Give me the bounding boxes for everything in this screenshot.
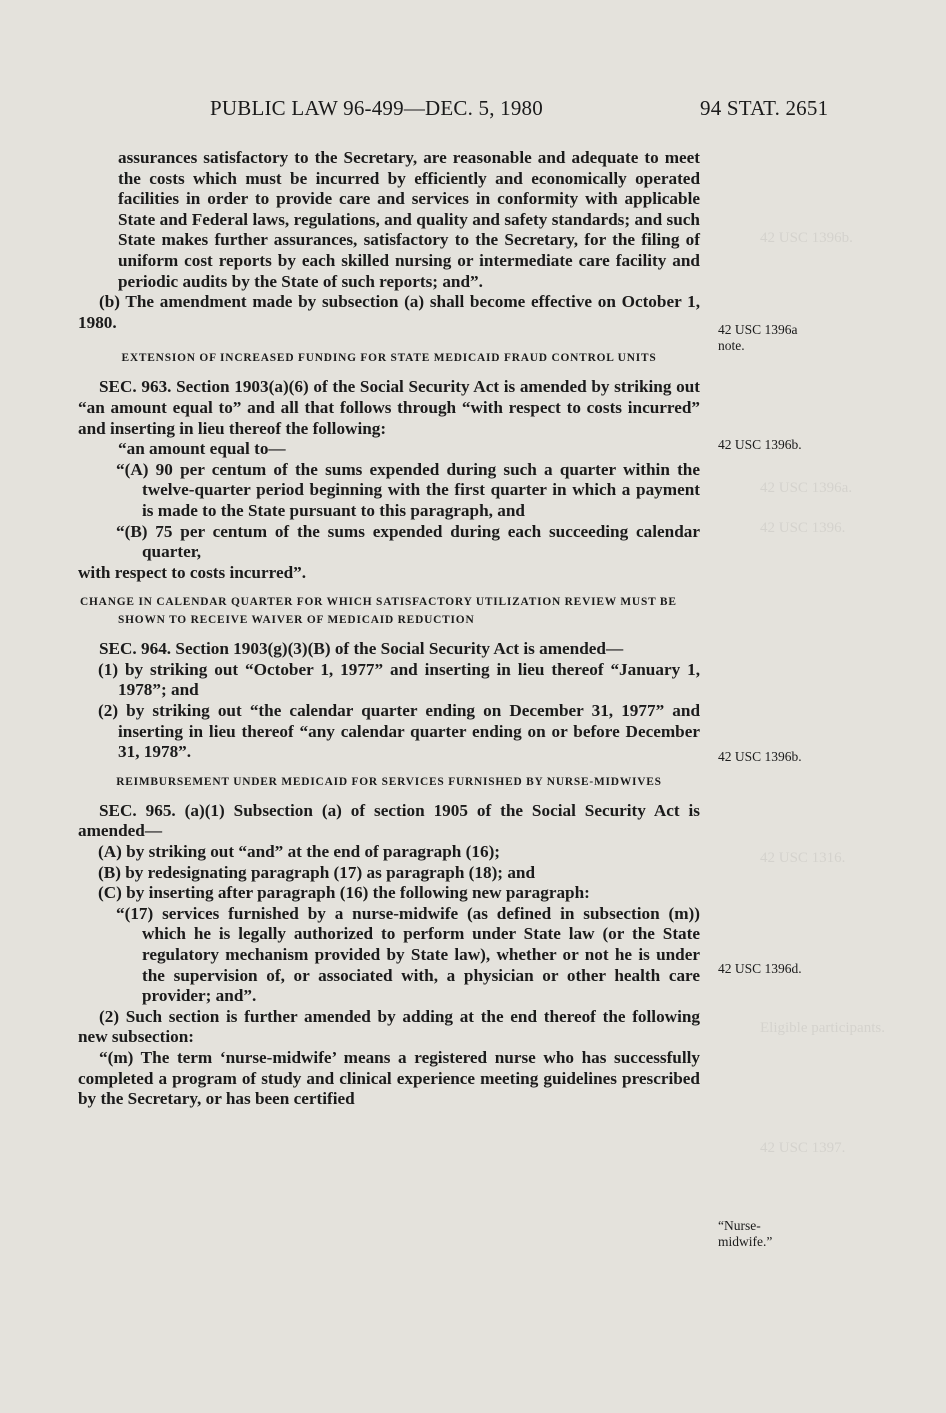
paragraph-assurances: assurances satisfactory to the Secretary, are reasonable and adequate to meet the costs which must be incurred by efficiently and economically operated facilities in order to provide care and services in conformity with applicable State and Federal laws, regulations, and quality and safety standards; and such State makes further assurances, satisfactory to the Secretary, for the filing of uniform cost reports by each skilled nursing or intermediate care facility and periodic audits by the State of such reports; and”. [118, 148, 700, 291]
margin-note-1396b-964: 42 USC 1396b. [718, 749, 802, 764]
paragraph-amount-equal: “an amount equal to— [118, 439, 286, 459]
margin-note-1396d: 42 USC 1396d. [718, 961, 802, 976]
paragraph-costs-incurred: with respect to costs incurred”. [78, 562, 307, 582]
section-heading-nurse-midwives: REIMBURSEMENT UNDER MEDICAID FOR SERVICES FURNISHED BY NURSE-MIDWIVES [116, 775, 662, 788]
paragraph-clause-a: “(A) 90 per centum of the sums expended during such a quarter within the twelve-quarter period beginning with the first quarter in which a payment is made to the State pursuant to this paragraph, and [116, 459, 700, 520]
statute-page-number: 94 STAT. 2651 [700, 96, 829, 120]
paragraph-item-a: (A) by striking out “and” at the end of paragraph (16); [98, 842, 501, 862]
paragraph-effective-date: (b) The amendment made by subsection (a) shall become effective on October 1, 1980. [78, 292, 700, 332]
paragraph-item-1: (1) by striking out “October 1, 1977” and inserting in lieu thereof “January 1, 1978”; and [98, 659, 700, 700]
margin-note-1396a: 42 USC 1396a note. [718, 322, 798, 353]
paragraph-clause-b: “(B) 75 per centum of the sums expended during each succeeding calendar quarter, [116, 521, 700, 562]
paragraph-nurse-midwife-definition: “(m) The term ‘nurse-midwife’ means a registered nurse who has successfully completed a program of study and clinical experience meeting guidelines prescribed by the Secretary, or has been certified [78, 1047, 700, 1109]
public-law-citation: PUBLIC LAW 96-499—DEC. 5, 1980 [210, 96, 543, 120]
paragraph-sec-965: SEC. 965. (a)(1) Subsection (a) of section 1905 of the Social Security Act is amended— [78, 800, 700, 841]
paragraph-item-2: (2) by striking out “the calendar quarter ending on December 31, 1977” and inserting in lieu thereof “any calendar quarter ending on or before December 31, 1978”. [98, 701, 700, 762]
margin-note-nurse-midwife: “Nurse-midwife.” [718, 1218, 773, 1249]
paragraph-sec-964: SEC. 964. Section 1903(g)(3)(B) of the Social Security Act is amended— [99, 639, 624, 659]
section-heading-fraud-control: EXTENSION OF INCREASED FUNDING FOR STATE MEDICAID FRAUD CONTROL UNITS [121, 352, 657, 365]
paragraph-subsection-2: (2) Such section is further amended by adding at the end thereof the following new subsection: [78, 1006, 700, 1047]
statute-body [78, 148, 700, 1110]
paragraph-item-c: (C) by inserting after paragraph (16) the following new paragraph: [98, 883, 590, 903]
paragraph-item-b: (B) by redesignating paragraph (17) as paragraph (18); and [98, 862, 536, 882]
bleed-through-text: 42 USC 1396b. 42 USC 1396a. 42 USC 1396. 42 USC 1316. Eligible participants. 42 USC 1397. [760, 230, 885, 1156]
paragraph-item-17: “(17) services furnished by a nurse-midwife (as defined in subsection (m)) which he is legally authorized to perform under State law (or the State regulatory mechanism provided by State law), whether or not he is under the supervision of, or associated with, a physician or other health care provider; and”. [116, 903, 700, 1006]
page-header [0, 96, 946, 126]
section-heading-utilization-review: CHANGE IN CALENDAR QUARTER FOR WHICH SATISFACTORY UTILIZATION REVIEW MUST BE SHOWN TO RECEIVE WAIVER OF MEDICAID REDUCTION [80, 596, 677, 627]
margin-note-1396b-963: 42 USC 1396b. [718, 437, 802, 452]
paragraph-sec-963: SEC. 963. Section 1903(a)(6) of the Social Security Act is amended by striking out “an amount equal to” and all that follows through “with respect to costs incurred” and inserting in lieu thereof the following: [78, 377, 700, 438]
